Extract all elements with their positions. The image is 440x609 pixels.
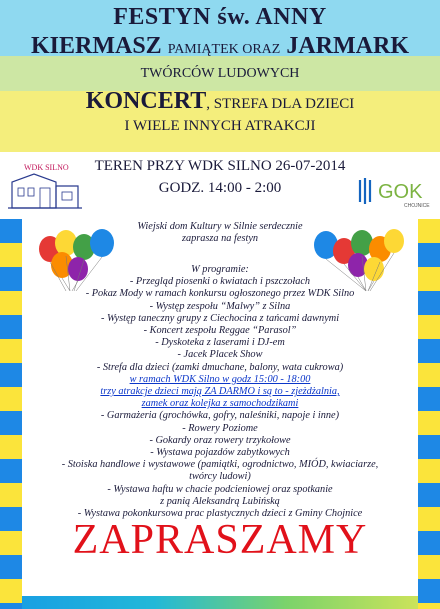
program-item-link[interactable]: trzy atrakcje dzieci mają ZA DARMO i są to - zjeżdżalnia,: [100, 386, 340, 398]
program-items: [22, 276, 418, 520]
program-item-link[interactable]: w ramach WDK Silno w godz 15:00 - 18:00: [129, 373, 311, 385]
poster-header: [0, 0, 440, 218]
closing-invitation: ZAPRASZAMY: [72, 517, 368, 563]
program-item: twórcy ludowi): [189, 471, 251, 483]
program-item: - Stoiska handlowe i wystawowe (pamiątki, ogrodnictwo, MIÓD, kwiaciarze,: [61, 459, 379, 471]
fair-title: [0, 33, 440, 60]
festival-title: FESTYN św. ANNY: [113, 4, 327, 30]
program-item: - Występ taneczny grupy z Ciechocina z tańcami dawnymi: [100, 312, 340, 324]
program-title: W programie:: [191, 264, 249, 275]
program-item: - Pokaz Mody w ramach konkursu ogłoszonego przez WDK Silno: [85, 288, 355, 300]
left-decorative-stripe: [0, 219, 22, 609]
bottom-color-bar: [22, 596, 418, 609]
craftsmen-line: TWÓRCÓW LUDOWYCH: [140, 66, 300, 81]
program-item-link[interactable]: zamek oraz kolejka z samochodzikami: [141, 398, 299, 410]
gok-logo-icon: [356, 172, 434, 210]
wdk-logo-text: WDK SILNO: [24, 163, 69, 172]
attractions-line: I WIELE INNYCH ATRAKCJI: [124, 118, 316, 134]
fair-title-small: PAMIĄTEK ORAZ: [167, 42, 281, 57]
program-item: - Występ zespołu “Malwy” z Silna: [149, 300, 291, 312]
program-item: - Jacek Placek Show: [177, 349, 263, 361]
building-logo-icon: [4, 160, 86, 212]
fair-title-b: JARMARK: [286, 33, 409, 59]
program-item: - Gokardy oraz rowery trzykołowe: [149, 434, 291, 446]
gok-logo-subtext: CHOJNICE: [404, 203, 430, 209]
program-item: - Dyskoteka z laserami i DJ-em: [155, 337, 285, 349]
poster-body: [22, 219, 418, 596]
program-item: - Koncert zespołu Reggae “Parasol”: [143, 325, 297, 337]
program-item: - Wystawa pokonkursowa prac plastycznych dzieci z Gminy Chojnice: [77, 508, 363, 520]
program-item: - Wystawa haftu w chacie podcieniowej oraz spotkanie: [107, 483, 333, 495]
program-item: - Garmażeria (grochówka, gofry, naleśniki, napoje i inne): [100, 410, 340, 422]
intro-line-1: Wiejski dom Kultury w Silnie serdecznie: [137, 221, 303, 232]
program-list: [22, 264, 418, 520]
right-decorative-stripe: [418, 219, 440, 609]
fair-title-a: KIERMASZ: [31, 33, 162, 59]
time-line: GODZ. 14:00 - 2:00: [158, 180, 282, 196]
location-date-line: TEREN PRZY WDK SILNO 26-07-2014: [94, 158, 346, 174]
program-item: - Rowery Poziome: [182, 422, 258, 434]
program-item: - Strefa dla dzieci (zamki dmuchane, balony, wata cukrowa): [96, 361, 344, 373]
intro-line-2: zaprasza na festyn: [181, 233, 259, 245]
concert-line: [0, 88, 440, 115]
gok-logo-text: GOK: [378, 181, 423, 203]
concert-big: KONCERT: [85, 88, 207, 114]
concert-small: , STREFA DLA DZIECI: [206, 96, 355, 112]
program-item: - Przegląd piosenki o kwiatach i pszczołach: [129, 276, 311, 288]
program-item: z panią Aleksandrą Lubińską: [160, 495, 280, 507]
program-item: - Wystawa pojazdów zabytkowych: [150, 447, 290, 459]
